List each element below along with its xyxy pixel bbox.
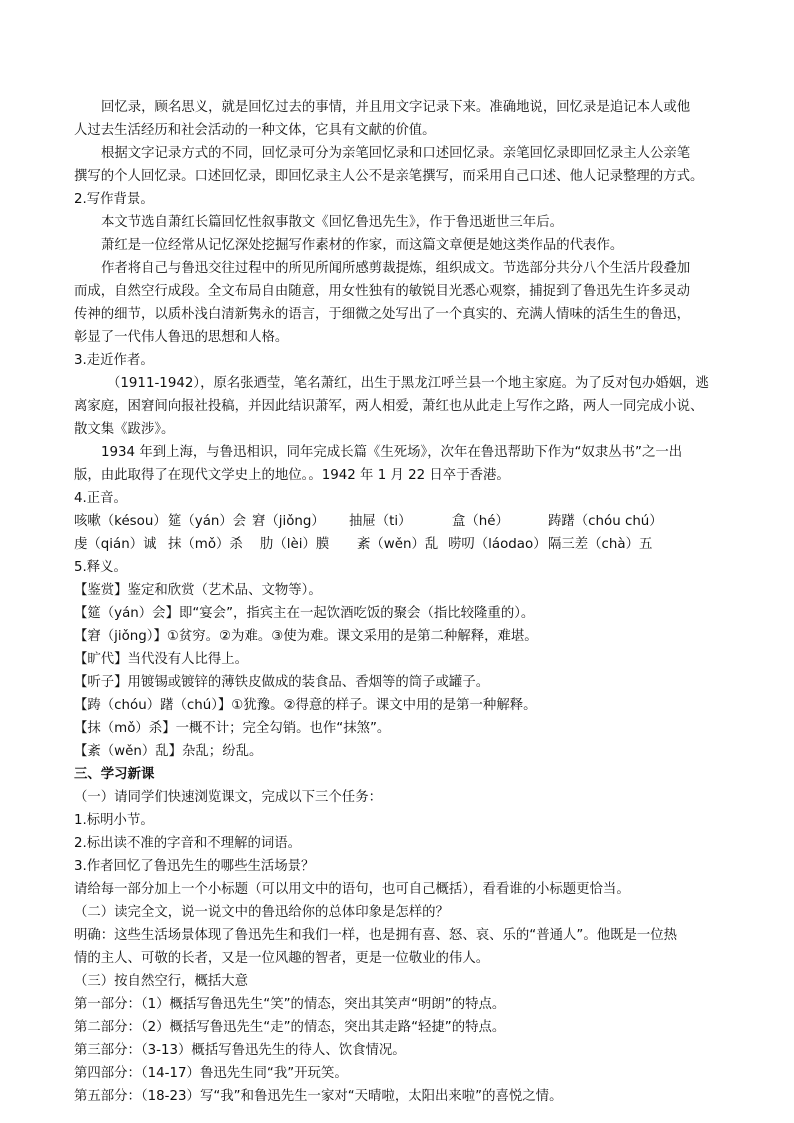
lesson-section-summary: 第一部分：（1）概括写鲁迅先生“笑”的情态，突出其笑声“明朗”的特点。 (74, 997, 506, 1012)
lesson-part-title: （三）按自然空行，概括大意 (74, 974, 249, 989)
pronunciation-item: 盒（hé） (452, 514, 509, 529)
pronunciation-row (74, 510, 722, 533)
pronunciation-item: 抹（mǒ）杀 (168, 537, 243, 552)
intro-paragraph-line: 回忆录，顾名思义，就是回忆过去的事情，并且用文字记录下来。准确地说，回忆录是追记本人或他 (101, 100, 691, 115)
pronunciation-row (74, 533, 722, 556)
pronunciation-item: 紊（wěn）乱 (357, 537, 439, 552)
background-paragraph-line: 传神的细节，以质朴浅白清新隽永的语言，于细微之处写出了一个真实的、充满人情味的活生生的鲁迅， (74, 307, 690, 322)
glossary-item: 【筵（yán）会】即“宴会”，指宾主在一起饮酒吃饭的聚会（指比较隆重的）。 (74, 606, 535, 621)
pronunciation-item: 虔（qián）诚 (74, 537, 157, 552)
intro-paragraph-line: 撰写的个人回忆录。口述回忆录，即回忆录主人公不是亲笔撰写，而采用自己口述、他人记录整理的方式。 (74, 169, 704, 184)
intro-paragraph-line: 人过去生活经历和社会活动的一种文体，它具有文献的价值。 (74, 123, 436, 138)
lesson-section-summary: 第二部分：（2）概括写鲁迅先生“走”的情态，突出其走路“轻捷”的特点。 (74, 1020, 506, 1035)
background-paragraph-line: 彰显了一代伟人鲁迅的思想和人格。 (74, 330, 289, 345)
glossary-item: 【紊（wěn）乱】杂乱；纷乱。 (74, 744, 263, 759)
pronunciation-item: 咳嗽（késou） (74, 514, 167, 529)
pronunciation-item: 肋（lèi）膜 (260, 537, 330, 552)
background-paragraph-line: 而成，自然空行成段。全文布局自由随意，用女性独有的敏锐目光悉心观察，捕捉到了鲁迅先生许多灵动 (74, 284, 690, 299)
background-paragraph-line: 作者将自己与鲁迅交往过程中的所见所闻所感剪裁提炼，组织成文。节选部分共分八个生活片段叠加 (101, 261, 691, 276)
pronunciation-item: 踌躇（chóu chú） (548, 514, 663, 529)
pronunciation-item: 隔三差（chà）五 (548, 537, 653, 552)
pronunciation-item: 抽屉（ti） (349, 514, 412, 529)
lesson-answer-line: 明确：这些生活场景体现了鲁迅先生和我们一样，也是拥有喜、怒、哀、乐的“普通人”。他既是一位热 (74, 928, 678, 943)
background-paragraph-line: 萧红是一位经常从记忆深处挖掘写作素材的作家，而这篇文章便是她这类作品的代表作。 (101, 238, 624, 253)
lesson-task: 3.作者回忆了鲁迅先生的哪些生活场景？ (74, 859, 315, 874)
lesson-task: 1.标明小节。 (74, 813, 154, 828)
background-paragraph-line: 本文节选自萧红长篇回忆性叙事散文《回忆鲁迅先生》，作于鲁迅逝世三年后。 (101, 215, 563, 230)
pronunciation-item: 筵（yán）会 (168, 514, 247, 529)
lesson-section-summary: 第五部分：（18-23）写“我”和鲁迅先生一家对“天晴啦，太阳出来啦”的喜悦之情。 (74, 1089, 563, 1104)
section-heading-background: 2.写作背景。 (74, 192, 154, 207)
author-paragraph-line: （1911-1942），原名张迺莹，笔名萧红，出生于黑龙江呼兰县一个地主家庭。为了反对包办婚姻，逃 (107, 376, 709, 391)
lesson-answer-line: 情的主人、可敬的长者，又是一位风趣的智者，更是一位敬业的伟人。 (74, 951, 490, 966)
section-heading-pronunciation: 4.正音。 (74, 491, 127, 506)
section-heading-author: 3.走近作者。 (74, 353, 154, 368)
section-heading-glossary: 5.释义。 (74, 560, 127, 575)
glossary-item: 【鉴赏】鉴定和欣赏（艺术品、文物等）。 (74, 583, 322, 598)
lesson-task: 2.标出读不准的字音和不理解的词语。 (74, 836, 302, 851)
glossary-item: 【旷代】当代没有人比得上。 (74, 652, 249, 667)
lesson-note: 请给每一部分加上一个小标题（可以用文中的语句，也可自己概括），看看谁的小标题更恰当。 (74, 882, 630, 897)
author-paragraph-line: 散文集《跋涉》。 (74, 422, 175, 437)
author-paragraph-line: 1934 年到上海，与鲁迅相识，同年完成长篇《生死场》，次年在鲁迅帮助下作为“奴隶丛书”之一出 (101, 445, 683, 460)
lesson-section-summary: 第三部分：（3-13）概括写鲁迅先生的待人、饮食情况。 (74, 1043, 406, 1058)
lesson-part-title: （一）请同学们快速浏览课文，完成以下三个任务： (74, 790, 382, 805)
pronunciation-item: 唠叨（láodao） (448, 537, 547, 552)
pronunciation-item: 窘（jiǒng） (252, 514, 325, 529)
lesson-part-title: （二）读完全文，说一说文中的鲁迅给你的总体印象是怎样的？ (74, 905, 449, 920)
author-paragraph-line: 版，由此取得了在现代文学史上的地位。。1942 年 1 月 22 日卒于香港。 (74, 468, 510, 483)
section-heading-lesson: 三、学习新课 (74, 767, 155, 782)
lesson-section-summary: 第四部分：（14-17）鲁迅先生同“我”开玩笑。 (74, 1066, 348, 1081)
glossary-item: 【踌（chóu）躇（chú）】①犹豫。②得意的样子。课文中用的是第一种解释。 (74, 698, 537, 713)
intro-paragraph-line: 根据文字记录方式的不同，回忆录可分为亲笔回忆录和口述回忆录。亲笔回忆录即回忆录主人公亲笔 (101, 146, 691, 161)
glossary-item: 【听子】用镀锡或镀锌的薄铁皮做成的装食品、香烟等的筒子或罐子。 (74, 675, 490, 690)
author-paragraph-line: 离家庭，困窘间向报社投稿，并因此结识萧军，两人相爱，萧红也从此走上写作之路，两人一同完成小说、 (74, 399, 704, 414)
glossary-item: 【抹（mǒ）杀】一概不计；完全勾销。也作“抹煞”。 (74, 721, 391, 736)
glossary-item: 【窘（jiǒng）】①贫穷。②为难。③使为难。课文采用的是第二种解释，难堪。 (74, 629, 538, 644)
document-page (74, 96, 722, 1108)
